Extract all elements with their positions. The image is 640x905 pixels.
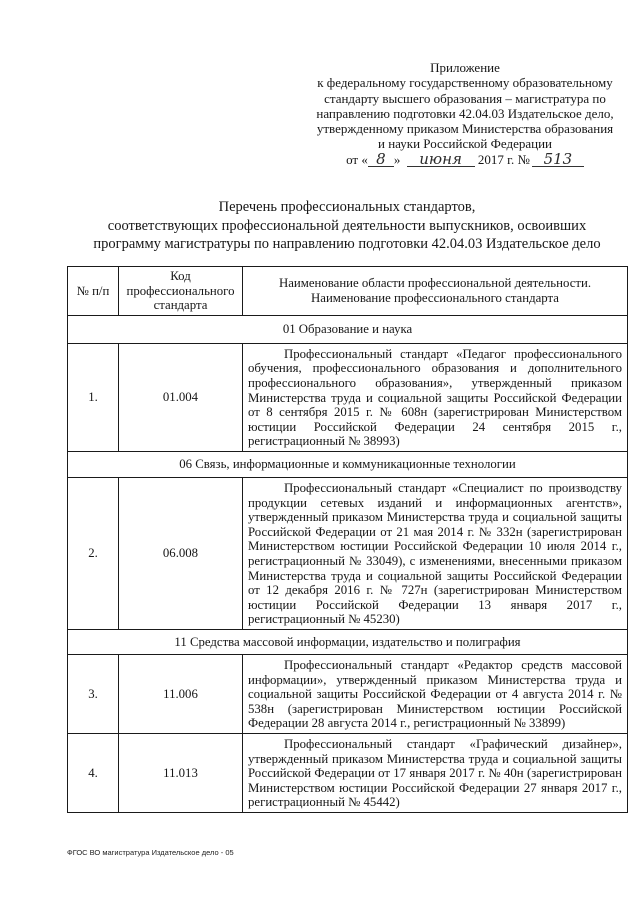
header-name: [243, 267, 628, 316]
standard-name: Профессиональный стандарт «Педагог профессионального обучения, профессионального образования и дополнительного профессионального образования», утвержденный приказом Министерства труда и социальной защиты Российской Федерации от 8 сентября 2015 г. № 608н (зарегистрирован Министерством юстиции Российской Федерации 24 сентября 2015 г., регистрационный № 38993): [243, 343, 628, 451]
header-num: № п/п: [68, 267, 119, 316]
appendix-line: к федеральному государственному образовательному: [317, 75, 613, 91]
standard-name: Профессиональный стандарт «Графический дизайнер», утвержденный приказом Министерства труда и социальной защиты Российской Федерации от 17 января 2017 г. № 40н (зарегистрирован Министерством юстиции Российской Федерации 27 января 2017 г., регистрационный № 45442): [243, 733, 628, 812]
header-code-line: профессионального: [126, 283, 235, 298]
row-number: 3.: [68, 654, 119, 733]
standard-name: Профессиональный стандарт «Специалист по производству продукции сетевых изданий и информационных агентств», утвержденный приказом Министерства труда и социальной защиты Российской Федерации от 21 мая 2014 г. № 332н (зарегистрирован Министерством юстиции Российской Федерации 10 июля 2014 г., регистрационный № 33049), с изменениями, внесенными приказом Министерства труда и социальной защиты Российской Федерации от 12 декабря 2016 г. № 727н (зарегистрирован Министерством юстиции Российской Федерации 13 января 2017 г., регистрационный № 45230): [243, 477, 628, 629]
handwritten-month: июня: [407, 152, 475, 167]
order-date-line: [308, 149, 622, 168]
heading-line: Перечень профессиональных стандартов,: [218, 199, 476, 215]
row-number: 4.: [68, 733, 119, 812]
standard-code: 01.004: [119, 343, 243, 451]
standards-table: [67, 266, 628, 813]
heading-line: программу магистратуры по направлению подготовки 42.04.03 Издательское дело: [93, 236, 601, 252]
section-title: 01 Образование и наука: [68, 315, 628, 343]
handwritten-day: 8: [368, 152, 394, 167]
header-code-line: Код: [170, 269, 191, 283]
standard-code: 06.008: [119, 477, 243, 629]
header-name-line: Наименование профессионального стандарта: [311, 290, 559, 305]
table-row: [68, 733, 628, 812]
heading-line: соответствующих профессиональной деятельности выпускников, освоивших: [107, 217, 587, 234]
header-code-line: стандарта: [153, 298, 208, 313]
document-heading: [67, 198, 627, 254]
date-day-close: »: [393, 151, 401, 167]
header-name-line: Наименование области профессиональной деятельности.: [278, 276, 592, 291]
standard-code: 11.013: [119, 733, 243, 812]
appendix-line: направлению подготовки 42.04.03 Издательское дело,: [316, 105, 614, 121]
standard-code: 11.006: [119, 654, 243, 733]
appendix-title: Приложение: [430, 60, 500, 75]
header-code: [119, 267, 243, 316]
page-footer: ФГОС ВО магистратура Издательское дело - 05: [67, 848, 234, 857]
row-number: 1.: [68, 343, 119, 451]
section-row: [68, 315, 628, 343]
table-row: [68, 654, 628, 733]
appendix-line: стандарту высшего образования – магистратура по: [324, 90, 606, 106]
row-number: 2.: [68, 477, 119, 629]
appendix-line: и науки Российской Федерации: [377, 136, 552, 152]
table-header-row: [68, 267, 628, 316]
section-title: 11 Средства массовой информации, издательство и полиграфия: [68, 629, 628, 654]
section-title: 06 Связь, информационные и коммуникационные технологии: [68, 451, 628, 477]
section-row: [68, 629, 628, 654]
appendix-line: утвержденному приказом Министерства образования: [316, 121, 614, 137]
section-row: [68, 451, 628, 477]
table-row: [68, 343, 628, 451]
table-row: [68, 477, 628, 629]
appendix-header: [308, 60, 622, 167]
handwritten-order-number: 513: [532, 152, 584, 167]
date-prefix: от «: [346, 151, 368, 167]
date-year-label: 2017 г. №: [477, 151, 530, 167]
standard-name: Профессиональный стандарт «Редактор средств массовой информации», утвержденный приказом Министерства труда и социальной защиты Российской Федерации от 4 августа 2014 г. № 538н (зарегистрирован Министерством юстиции Российской Федерации 28 августа 2014 г., регистрационный № 33899): [243, 654, 628, 733]
